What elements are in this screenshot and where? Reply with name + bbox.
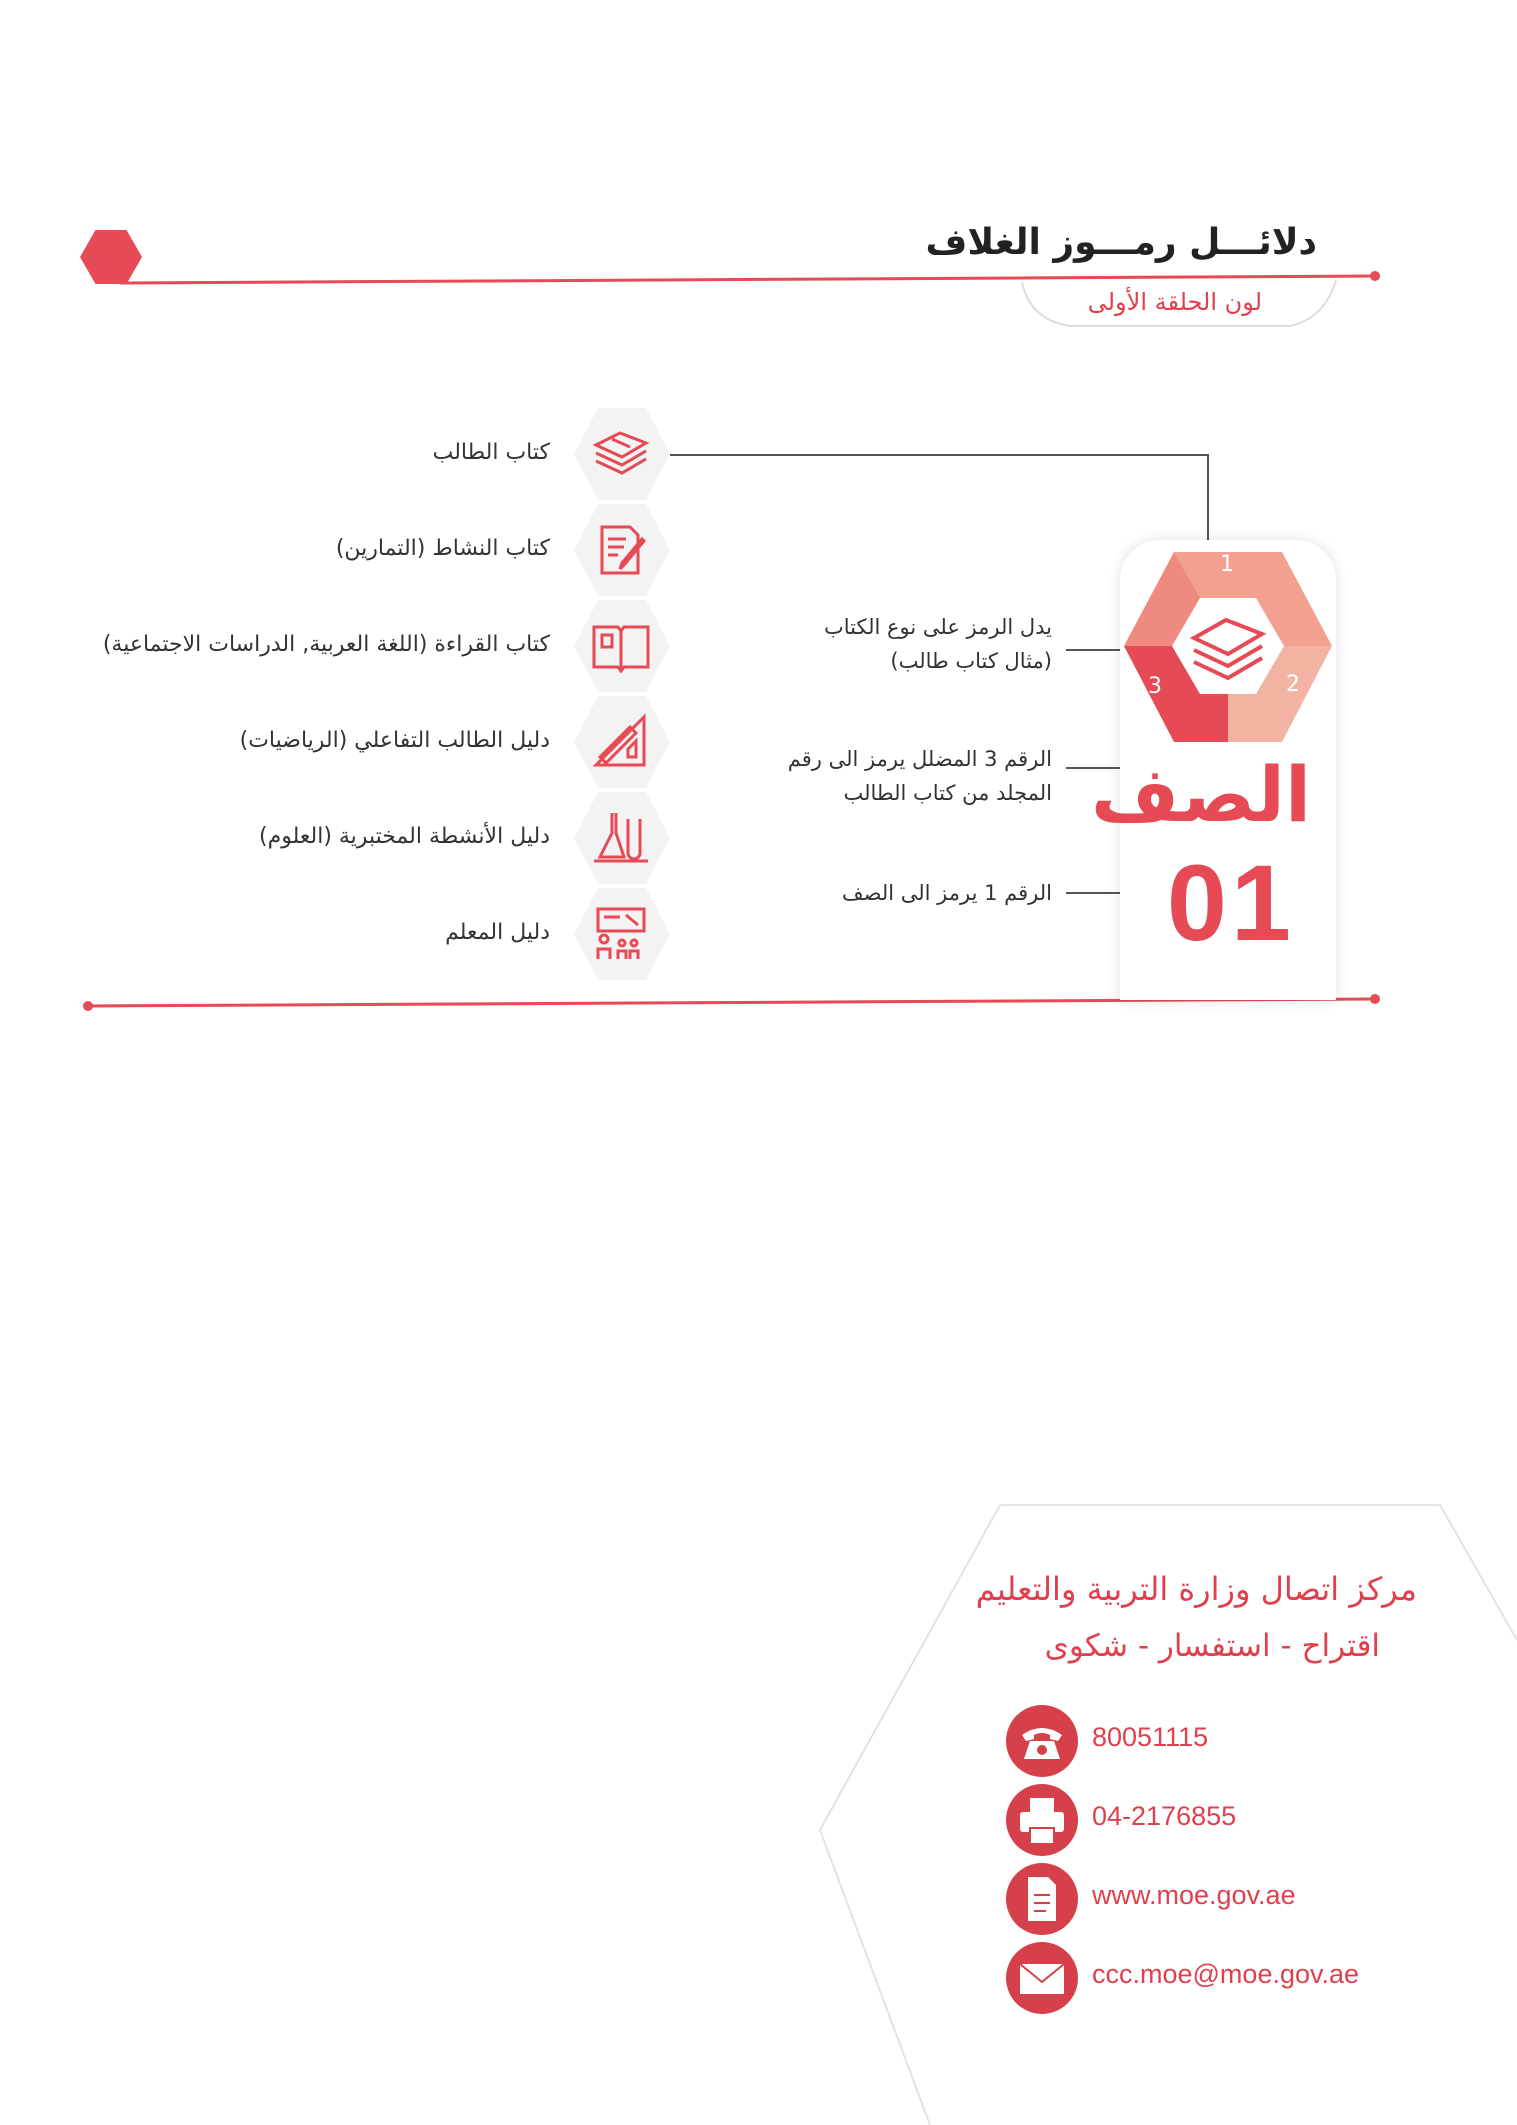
- list-item-label: كتاب الطالب: [432, 440, 550, 465]
- contact-phone[interactable]: 80051115: [1092, 1722, 1209, 1752]
- contact-fax[interactable]: 04-2176855: [1092, 1801, 1237, 1831]
- ruler-triangle-icon: [590, 713, 652, 771]
- teacher-board-icon: [590, 905, 652, 963]
- description-line: المجلد من كتاب الطالب: [843, 781, 1052, 805]
- worksheet-pencil-icon: [590, 521, 652, 579]
- legend-hexagon: [1120, 548, 1336, 748]
- list-item-label: دليل الطالب التفاعلي (الرياضيات): [239, 728, 550, 753]
- document-icon: [1006, 1863, 1078, 1935]
- contact-email[interactable]: ccc.moe@moe.gov.ae: [1092, 1959, 1360, 1989]
- envelope-icon: [1006, 1942, 1078, 2014]
- legend-description: [824, 610, 1052, 678]
- page-title: دلائـــل رمـــوز الغلاف: [925, 222, 1317, 263]
- list-item-label: دليل الأنشطة المختبرية (العلوم): [259, 824, 550, 849]
- page-subtitle: لون الحلقة الأولى: [1087, 288, 1262, 316]
- legend-description: [788, 742, 1052, 810]
- grade-number: 01: [1166, 842, 1295, 963]
- contact-title: مركز اتصال وزارة التربية والتعليم: [975, 1570, 1417, 1608]
- description-line: الرقم 3 المضلل يرمز الى رقم: [787, 747, 1052, 771]
- contact-website[interactable]: www.moe.gov.ae: [1092, 1880, 1296, 1910]
- legend-description: [842, 876, 1052, 910]
- contact-subtitle: اقتراح - استفسار - شكوى: [1044, 1628, 1380, 1664]
- description-line: الرقم 1 يرمز الى الصف: [841, 881, 1052, 905]
- lab-flasks-icon: [590, 809, 652, 867]
- description-line: (مثال كتاب طالب): [890, 649, 1052, 673]
- segment-number-1: 1: [1220, 552, 1234, 577]
- list-item-label: كتاب النشاط (التمارين): [335, 536, 550, 561]
- list-item-label: كتاب القراءة (اللغة العربية, الدراسات الاجتماعية): [102, 632, 550, 657]
- description-line: يدل الرمز على نوع الكتاب: [823, 615, 1052, 639]
- books-stack-icon: [590, 425, 652, 483]
- list-item-label: دليل المعلم: [445, 920, 550, 945]
- grade-word: الصف: [1091, 750, 1311, 839]
- open-book-icon: [590, 617, 652, 675]
- segment-number-3: 3: [1148, 674, 1162, 699]
- segment-number-2: 2: [1286, 672, 1300, 697]
- fax-icon: [1006, 1784, 1078, 1856]
- telephone-icon: [1006, 1705, 1078, 1777]
